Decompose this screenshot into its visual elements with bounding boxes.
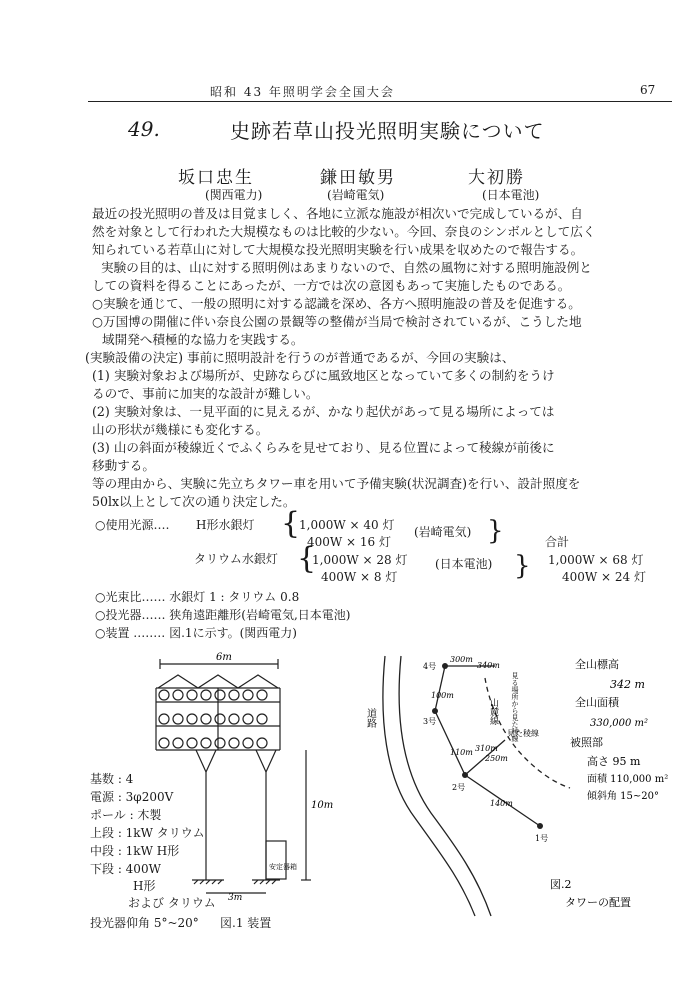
body-line: (2) 実験対象は、一見平面的に見えるが、かなり起伏があって見る場所によっては — [92, 404, 555, 419]
body-line: 知られている若草山に対して大規模な投光照明実験を行い成果を収めたので報告する。 — [92, 242, 584, 257]
dist-100: 100m — [431, 691, 454, 700]
fig1-legend-thallium: および タリウム — [128, 896, 216, 910]
thallium-brace-right: } — [514, 551, 531, 581]
ridge-label: 見る場所から見た稜線 — [511, 672, 519, 742]
total-label: 合計 — [545, 535, 570, 549]
fig1-legend-lower: 下段 : 400W — [90, 862, 161, 876]
lamp-rows — [159, 690, 267, 748]
article-number: 49. — [128, 117, 160, 141]
fig1-legend-pole: ポール : 木製 — [90, 808, 162, 822]
fig1-legend-count: 基数 : 4 — [90, 772, 134, 786]
tower-2-marker — [462, 772, 468, 778]
stat-lit-label: 被照部 — [570, 736, 603, 749]
ballast-box-label: 安定器箱 — [269, 863, 297, 871]
ballast-box — [266, 841, 286, 879]
author-3: 大初勝 — [468, 168, 525, 188]
tower-4-marker — [442, 663, 448, 669]
dist-110: 110m — [450, 748, 473, 757]
width-label: 6m — [216, 652, 232, 663]
thallium-line-1: 1,000W × 28 灯 — [312, 553, 408, 567]
body-line: 然を対象として行われた大規模なものは比較的少ない。今回、奈良のシンボルとして広く — [92, 224, 596, 239]
spec-mercury-label: H形水銀灯 — [196, 518, 255, 532]
body-line: (実験設備の決定) 事前に照明設計を行うのが普通であるが、今回の実験は、 — [85, 350, 515, 365]
author-2: 鎌田敏男 — [320, 168, 396, 188]
body-line: ○万国博の開催に伴い奈良公園の景観等の整備が当局で検討されているが、こうした地 — [92, 314, 582, 329]
fig2-caption: タワーの配置 — [565, 896, 631, 909]
body-line: 山の形状が幾様にも変化する。 — [92, 422, 269, 437]
running-header: 昭和 43 年照明学会全国大会 — [210, 85, 395, 99]
stat-slope: 傾斜角 15~20° — [587, 791, 660, 802]
body-line: (3) 山の斜面が稜線近くでふくらみを見せており、見る位置によって稜線が前後に — [92, 440, 555, 455]
page-number: 67 — [640, 83, 656, 97]
dist-340: 340m — [477, 661, 500, 670]
mercury-brace: { — [281, 506, 301, 541]
body-line: (1) 実験対象および場所が、史跡ならびに風致地区となっていて多くの制約をうけ — [92, 368, 555, 383]
fig2-caption-num: 図.2 — [550, 878, 572, 891]
spec-thallium-label: タリウム水銀灯 — [194, 552, 278, 566]
fig1-legend-middle: 中段 : 1kW H形 — [90, 844, 180, 858]
stat-elev-value: 342 m — [610, 678, 645, 691]
fig1-angle-label: 投光器仰角 5°~20° — [90, 916, 199, 930]
dist-300: 300m — [450, 655, 473, 664]
body-line: 50lx以上として次の通り決定した。 — [92, 494, 296, 509]
foothill-label: 山麓線 — [488, 698, 498, 725]
spec-equipment: ○装置 ‥‥‥‥ 図.1に示す。(関西電力) — [95, 626, 297, 640]
body-line: るので、事前に加実的な設計が難しい。 — [92, 386, 319, 401]
author-1: 坂口忠生 — [178, 168, 254, 188]
tower-3-marker — [432, 708, 438, 714]
dist-310: 310m — [475, 744, 498, 753]
article-title: 史跡若草山投光照明実験について — [230, 119, 545, 143]
spec-light-source-label: ○使用光源‥‥ — [95, 518, 170, 532]
thallium-line-2: 400W × 8 灯 — [321, 570, 398, 584]
stat-elev-label: 全山標高 — [575, 658, 619, 671]
tower-4-label: 4号 — [423, 662, 437, 671]
header-rule — [88, 101, 672, 102]
base-label: 3m — [228, 893, 243, 903]
dist-140: 140m — [490, 799, 513, 808]
dist-250: 250m — [485, 754, 508, 763]
body-line: ○実験を通じて、一般の照明に対する認識を深め、各方へ照明施設の普及を促進する。 — [92, 296, 581, 311]
fig1-caption: 図.1 装置 — [220, 916, 272, 930]
tower-3-label: 3号 — [423, 717, 437, 726]
total-line-2: 400W × 24 灯 — [562, 570, 647, 584]
spec-flux-ratio: ○光束比‥‥‥ 水銀灯 1 : タリウム 0.8 — [95, 590, 300, 604]
height-label: 10m — [311, 800, 334, 811]
mercury-maker: (岩崎電気) — [414, 525, 472, 539]
mercury-line-2: 400W × 16 灯 — [307, 535, 392, 549]
body-line: しての資料を得ることにあったが、一方では次の意図もあって実施したものである。 — [92, 278, 571, 293]
stat-height: 高さ 95 m — [587, 755, 641, 768]
body-line: 最近の投光照明の普及は目覚ましく、各地に立派な施設が相次いで完成しているが、自 — [92, 206, 583, 221]
thallium-brace: { — [297, 541, 317, 576]
total-line-1: 1,000W × 68 灯 — [548, 553, 644, 567]
stat-area-value: 330,000 m² — [590, 718, 649, 729]
thallium-maker: (日本電池) — [435, 557, 493, 571]
fig1-legend-upper: 上段 : 1kW タリウム — [90, 826, 205, 840]
fig1-legend-h-type: H形 — [133, 879, 156, 893]
tower-roof — [158, 675, 278, 688]
mercury-line-1: 1,000W × 40 灯 — [299, 518, 395, 532]
body-line: 実験の目的は、山に対する照明例はあまりないので、自然の風物に対する照明施設例と — [101, 260, 592, 275]
figure-2-map — [365, 648, 675, 918]
ridge-label-2: 見た稜線 — [507, 729, 539, 738]
body-line: 移動する。 — [92, 458, 155, 473]
stat-lit-area: 面積 110,000 m² — [587, 774, 669, 785]
body-line: 域開発へ積極的な協力を実践する。 — [102, 332, 304, 347]
affiliation-1: (関西電力) — [205, 188, 263, 202]
mercury-brace-right: } — [487, 516, 504, 546]
tower-1-marker — [537, 823, 543, 829]
stat-area-label: 全山面積 — [575, 696, 619, 709]
road-label: 道路 — [365, 708, 376, 728]
spec-projector: ○投光器‥‥‥ 狭角遠距離形(岩崎電気,日本電池) — [95, 608, 351, 622]
fig1-legend-power: 電源 : 3φ200V — [90, 790, 174, 804]
affiliation-2: (岩崎電気) — [327, 188, 385, 202]
tower-1-label: 1号 — [535, 834, 549, 843]
body-line: 等の理由から、実験に先立ちタワー車を用いて予備実験(状況調査)を行い、設計照度を — [92, 476, 581, 491]
affiliation-3: (日本電池) — [482, 188, 540, 202]
tower-2-label: 2号 — [452, 783, 466, 792]
